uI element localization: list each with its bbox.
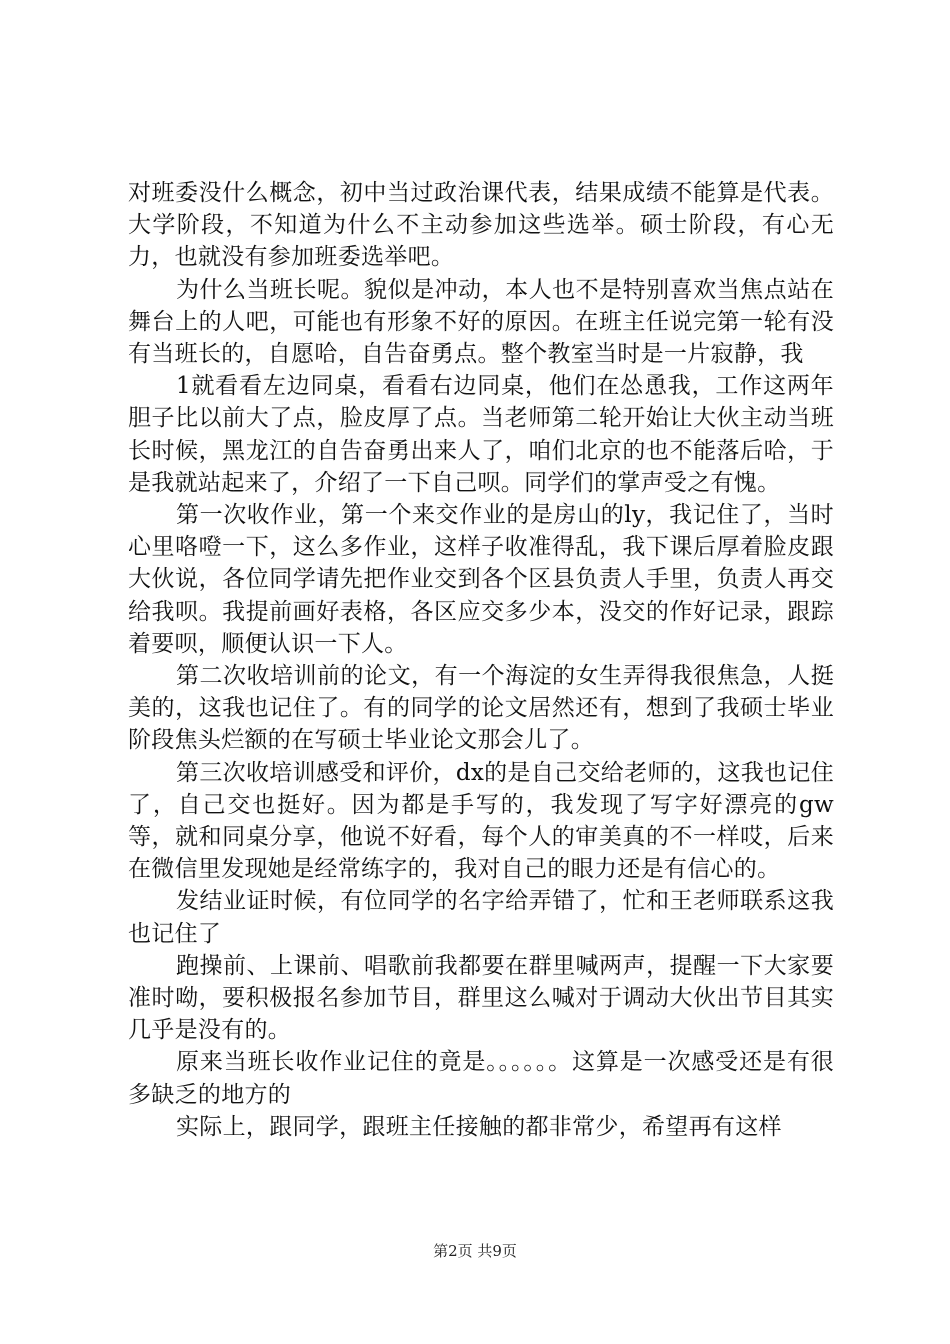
paragraph-3: 1就看看左边同桌，看看右边同桌，他们在怂恿我，工作这两年胆子比以前大了点，脸皮厚了点。当老师第二轮开始让大伙主动当班长时候，黑龙江的自告奋勇出来人了，咱们北京的也不能落后哈，于是我就站起来了，介绍了一下自己呗。同学们的掌声受之有愧。 — [128, 373, 834, 496]
paragraph-7: 发结业证时候，有位同学的名字给弄错了，忙和王老师联系这我也记住了 — [128, 888, 834, 947]
page-number-footer: 第2页 共9页 — [433, 1242, 517, 1260]
paragraph-5: 第二次收培训前的论文，有一个海淀的女生弄得我很焦急，人挺美的，这我也记住了。有的同学的论文居然还有，想到了我硕士毕业阶段焦头烂额的在写硕士毕业论文那会儿了。 — [128, 663, 834, 754]
paragraph-10: 实际上，跟同学，跟班主任接触的都非常少，希望再有这样 — [176, 1113, 782, 1140]
paragraph-8: 跑操前、上课前、唱歌前我都要在群里喊两声，提醒一下大家要准时呦，要积极报名参加节目，群里这么喊对于调动大伙出节目其实几乎是没有的。 — [128, 952, 834, 1044]
paragraph-2: 为什么当班长呢。貌似是冲动，本人也不是特别喜欢当焦点站在舞台上的人吧，可能也有形象不好的原因。在班主任说完第一轮有没有当班长的，自愿哈，自告奋勇点。整个教室当时是一片寂静，我 — [128, 276, 834, 368]
paragraph-6: 第三次收培训感受和评价，dx的是自己交给老师的，这我也记住了，自己交也挺好。因为都是手写的，我发现了写字好漂亮的gw等，就和同桌分享，他说不好看，每个人的审美真的不一样哎，后来在微信里发现她是经常练字的，我对自己的眼力还是有信心的。 — [128, 759, 834, 883]
paragraph-1: 对班委没什么概念，初中当过政治课代表，结果成绩不能算是代表。大学阶段，不知道为什么不主动参加这些选举。硕士阶段，有心无力，也就没有参加班委选举吧。 — [128, 180, 834, 271]
paragraph-9: 原来当班长收作业记住的竟是。。。。。。这算是一次感受还是有很多缺乏的地方的 — [128, 1049, 834, 1108]
paragraph-4: 第一次收作业，第一个来交作业的是房山的ly，我记住了，当时心里咯噔一下，这么多作业，这样子收准得乱，我下课后厚着脸皮跟大伙说，各位同学请先把作业交到各个区县负责人手里，负责人再交给我呗。我提前画好表格，各区应交多少本，没交的作好记录，跟踪着要呗，顺便认识一下人。 — [128, 502, 834, 657]
document-body — [128, 177, 834, 1143]
